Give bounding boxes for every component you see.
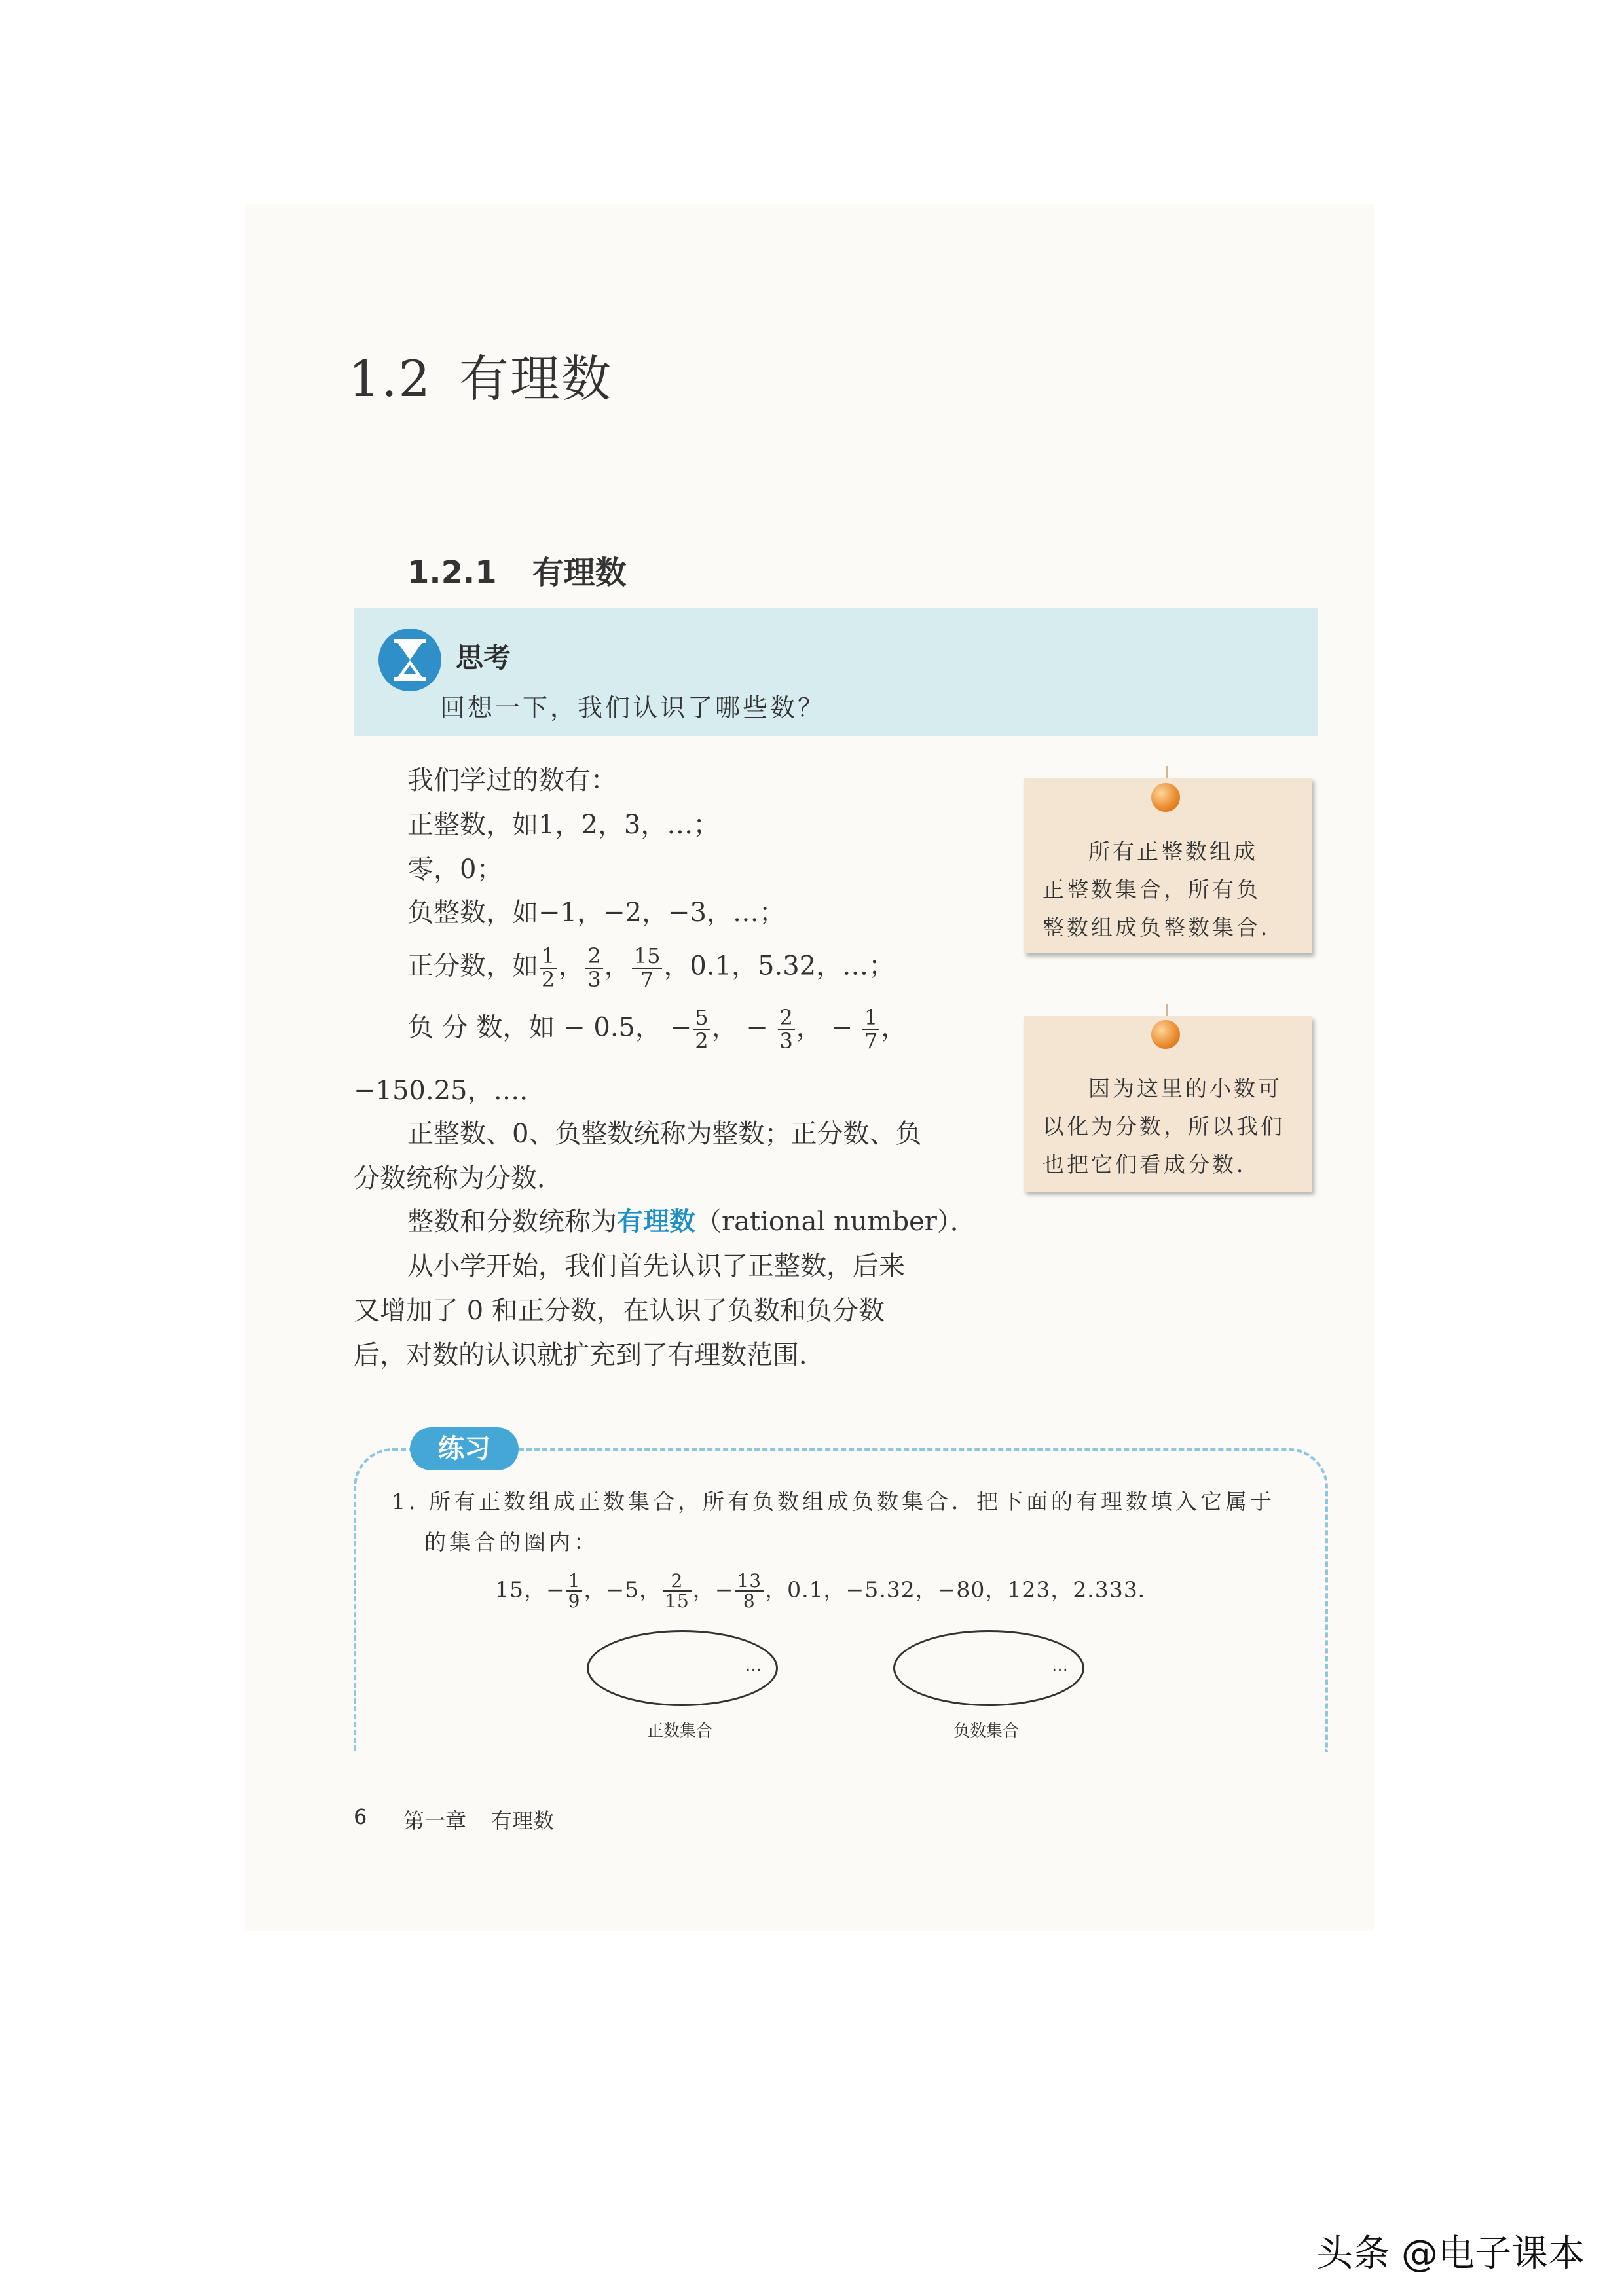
numbers-part: 15，− — [495, 1576, 565, 1603]
paragraph-line-1: 从小学开始，我们首先认识了正整数，后来 — [407, 1251, 905, 1281]
negative-integers-line: 负整数，如−1，−2，−3，…； — [407, 898, 785, 928]
watermark: 头条 @电子课本 — [1316, 2232, 1585, 2275]
denominator: 15 — [665, 1590, 690, 1613]
negative-fractions-continued: −150.25，…． — [354, 1076, 546, 1106]
positive-set-label: 正数集合 — [647, 1721, 713, 1740]
numerator: 1 — [862, 1007, 879, 1030]
rational-definition — [407, 1209, 976, 1235]
body-intro: 我们学过的数有： — [407, 765, 617, 795]
rational-suffix: （rational number）． — [695, 1207, 976, 1237]
section-heading — [348, 339, 612, 410]
integers-definition-line-2: 分数统称为分数． — [354, 1163, 563, 1194]
numerator: 1 — [566, 1571, 583, 1592]
zero-line: 零，0； — [407, 854, 503, 884]
negative-fractions-line: 负 分 数，如 − 0.5， − $\frac{5}{2}$ ， − $\frac{2}{3}$ ， − $\frac{1}{7}$ ， — [407, 1005, 908, 1053]
subsection-number: 1.2.1 — [407, 555, 497, 591]
note-line: 正整数集合，所有负 — [1043, 877, 1261, 902]
negative-set-ellipse — [893, 1630, 1084, 1706]
note-line: 以化为分数，所以我们 — [1043, 1114, 1285, 1139]
denominator: 3 — [587, 966, 601, 992]
pin-icon — [1151, 1020, 1180, 1049]
practice-question-line-2: 的集合的圈内： — [424, 1529, 599, 1555]
fraction — [566, 1571, 583, 1611]
numerator: 1 — [540, 945, 557, 969]
positive-integers-line: 正整数，如1，2，3，…； — [407, 810, 720, 840]
think-question: 回想一下，我们认识了哪些数？ — [440, 693, 826, 722]
fraction — [778, 1007, 795, 1052]
fraction — [663, 1571, 692, 1611]
note-line: 整数组成负整数集合． — [1043, 915, 1285, 940]
integers-definition-line-1: 正整数、0、负整数统称为整数；正分数、负 — [407, 1119, 922, 1149]
numbers-part: ，− — [692, 1576, 734, 1603]
positive-fractions-prefix: 正分数，如 — [407, 951, 538, 981]
hourglass-icon — [377, 627, 443, 693]
practice-numbers — [495, 1571, 1160, 1611]
paragraph-line-3: 后，对数的认识就扩充到了有理数范围． — [354, 1340, 825, 1370]
denominator: 3 — [779, 1028, 793, 1053]
practice-tag: 练习 — [410, 1427, 519, 1470]
section-number: 1.2 — [348, 350, 432, 408]
positive-fractions-suffix: ，0.1，5.32，…； — [663, 951, 895, 981]
set-ellipsis: … — [745, 1656, 762, 1675]
numerator: 2 — [663, 1571, 692, 1592]
fraction — [632, 945, 663, 991]
practice-question-line-1: 1. 所有正数组成正数集合，所有负数组成负数集合．把下面的有理数填入它属于 — [392, 1489, 1275, 1514]
note-line: 也把它们看成分数． — [1043, 1152, 1261, 1177]
subsection-title: 有理数 — [532, 555, 627, 591]
numerator: 13 — [735, 1571, 764, 1592]
fraction — [693, 1007, 710, 1052]
subsection-heading — [407, 547, 627, 592]
note-line: 所有正整数组成 — [1088, 839, 1258, 864]
fraction — [540, 945, 557, 991]
numbers-part: ，−5， — [583, 1576, 662, 1603]
numerator: 2 — [778, 1007, 795, 1030]
numerator: 5 — [693, 1007, 710, 1030]
chapter-title: 有理数 — [491, 1808, 555, 1833]
rational-prefix: 整数和分数统称为 — [407, 1207, 617, 1237]
numbers-part: ，0.1，−5.32，−80，123，2.333． — [765, 1576, 1160, 1603]
denominator: 7 — [864, 1028, 878, 1053]
denominator: 9 — [568, 1590, 581, 1613]
numerator: 15 — [632, 945, 663, 969]
section-title: 有理数 — [458, 350, 612, 408]
fraction — [735, 1571, 764, 1611]
rational-term: 有理数 — [617, 1207, 695, 1237]
positive-fractions-line: 正分数，如 $\frac{1}{2}$ ， $\frac{2}{3}$ ， $\frac{15}{7}$ ，0.1，5.32，…； — [407, 943, 895, 992]
note-line: 因为这里的小数可 — [1088, 1076, 1282, 1101]
chapter-label: 第一章 — [403, 1808, 467, 1833]
negative-set-label: 负数集合 — [953, 1721, 1020, 1740]
numerator: 2 — [585, 945, 602, 969]
denominator: 8 — [743, 1590, 756, 1613]
denominator: 2 — [695, 1028, 709, 1053]
paragraph-line-2: 又增加了 0 和正分数，在认识了负数和负分数 — [354, 1296, 885, 1326]
negative-fractions-prefix: 负 分 数，如 − 0.5， − — [407, 1012, 692, 1043]
denominator: 2 — [542, 966, 555, 992]
set-ellipsis: … — [1052, 1656, 1068, 1675]
fraction — [862, 1007, 879, 1052]
page-number: 6 — [354, 1804, 367, 1829]
positive-set-ellipse — [587, 1630, 778, 1706]
denominator: 7 — [640, 966, 654, 992]
fraction — [585, 945, 602, 991]
think-title: 思考 — [456, 642, 511, 674]
pin-icon — [1151, 783, 1180, 812]
